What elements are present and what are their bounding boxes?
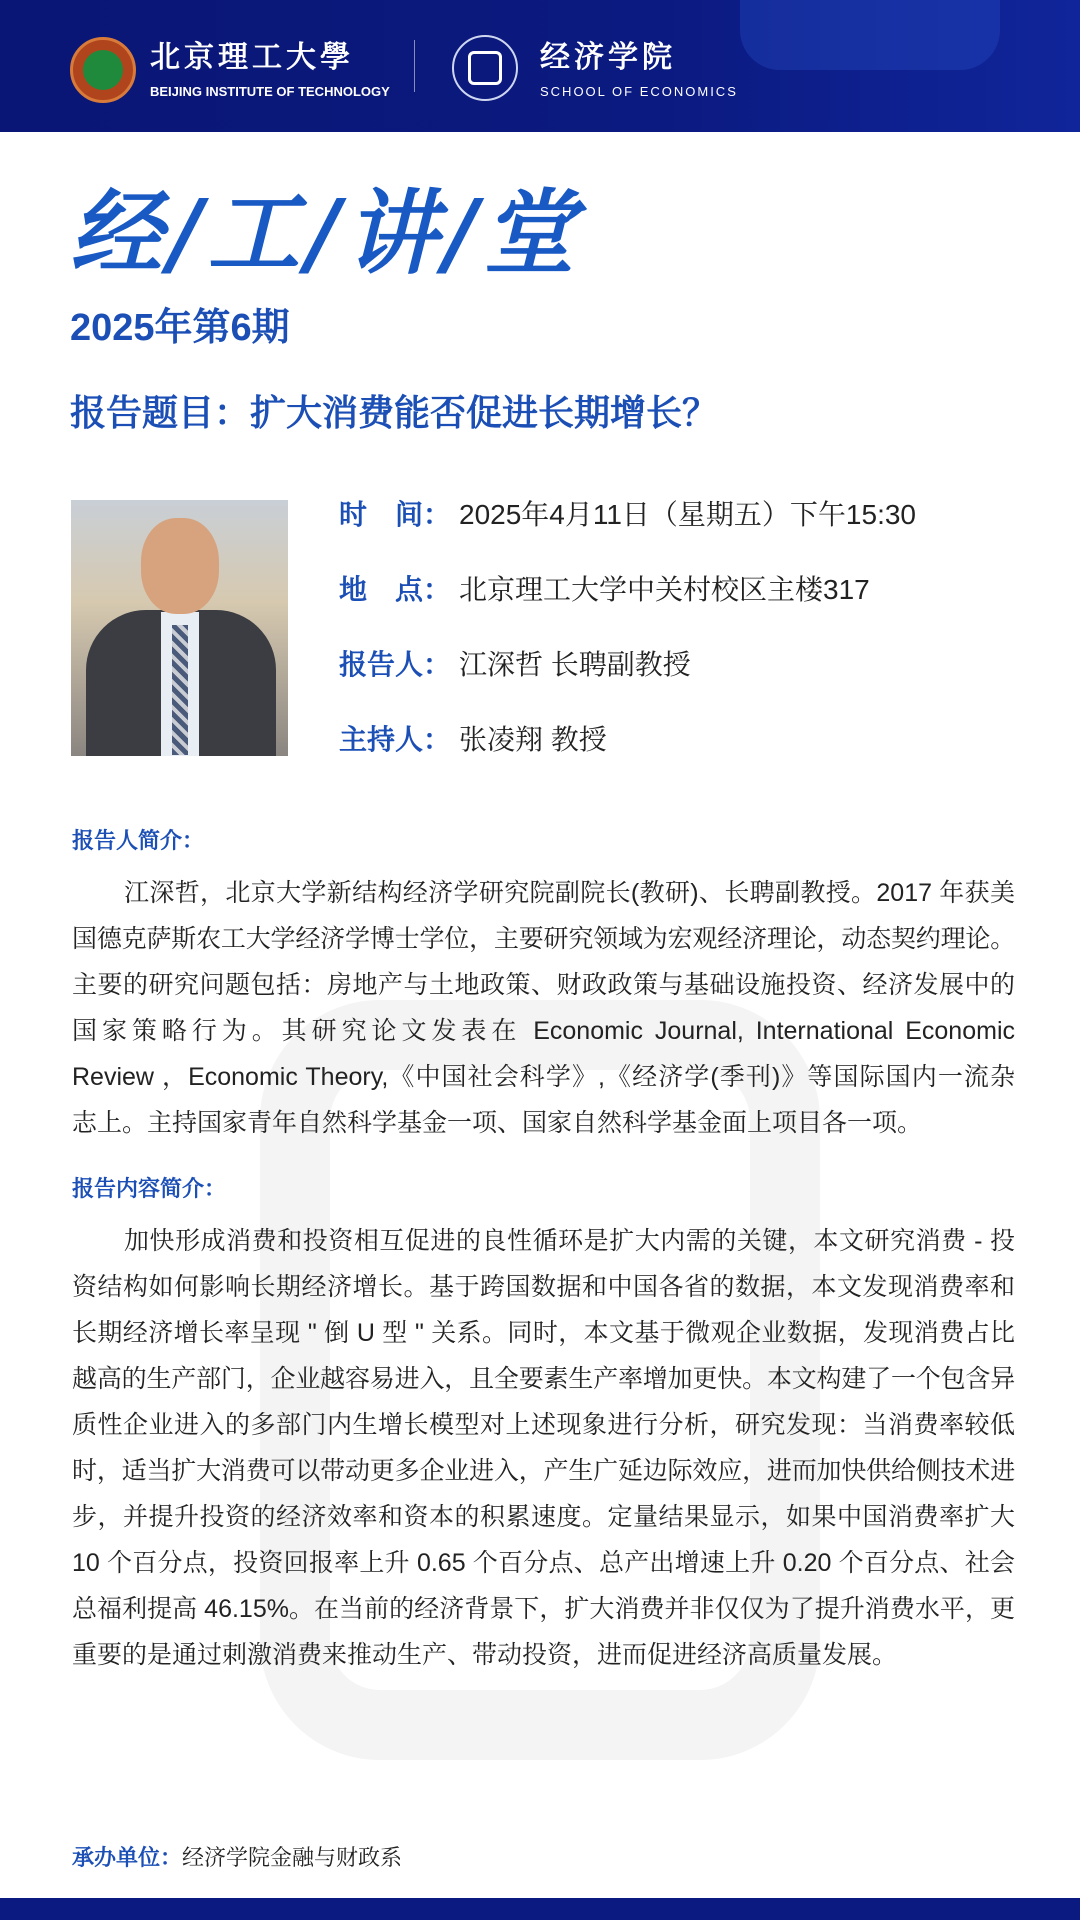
text-line: 步，并提升投资的经济效率和资本的积累速度。定量结果显示，如果中国消费率扩大 <box>72 1503 1015 1531</box>
info-location <box>339 570 870 610</box>
header-banner <box>0 0 1080 132</box>
bottom-bar <box>0 1898 1080 1920</box>
main-content <box>72 826 1015 1678</box>
text-line: 时，适当扩大消费可以带动更多企业进入，产生广延边际效应，进而加快供给侧技术进 <box>72 1457 1015 1485</box>
school-emblem-icon <box>452 35 518 101</box>
text-line: 江深哲，北京大学新结构经济学研究院副院长(教研)、长聘副教授。2017 年获美 <box>124 879 1015 907</box>
speaker-photo <box>71 500 288 756</box>
text-line: 志上。主持国家青年自然科学基金一项、国家自然科学基金面上项目各一项。 <box>72 1109 923 1137</box>
info-time <box>339 495 916 535</box>
info-label: 主持人： <box>339 724 452 755</box>
issue-number: 2025年第6期 <box>70 307 290 349</box>
text-line: 总福利提高 46.15%。在当前的经济背景下，扩大消费并非仅仅为了提升消费水平，更 <box>72 1595 1015 1623</box>
text-line: 主要的研究问题包括：房地产与土地政策、财政政策与基础设施投资、经济发展中的 <box>72 971 1015 999</box>
info-value: 江深哲 长聘副教授 <box>459 649 691 680</box>
text-line: 重要的是通过刺激消费来推动生产、带动投资，进而促进经济高质量发展。 <box>72 1641 898 1669</box>
info-speaker <box>339 645 691 685</box>
series-title: 经/工/讲/堂 <box>70 179 581 287</box>
info-value: 北京理工大学中关村校区主楼317 <box>459 574 870 605</box>
abstract-heading: 报告内容简介： <box>72 1176 227 1201</box>
info-label: 时 间： <box>339 499 452 530</box>
text-line: 国德克萨斯农工大学经济学博士学位，主要研究领域为宏观经济理论，动态契约理论。 <box>72 925 1015 953</box>
abstract-paragraph <box>72 1218 1015 1678</box>
text-line: 加快形成消费和投资相互促进的良性循环是扩大内需的关键，本文研究消费 - 投 <box>124 1227 1015 1255</box>
info-label: 地 点： <box>339 574 452 605</box>
decoration <box>740 0 1000 70</box>
info-label: 报告人： <box>339 649 452 680</box>
text-line: 长期经济增长率呈现 " 倒 U 型 " 关系。同时，本文基于微观企业数据，发现消费占比 <box>72 1319 1015 1347</box>
text-line: 质性企业进入的多部门内生增长模型对上述现象进行分析，研究发现：当消费率较低 <box>72 1411 1015 1439</box>
text-line: Review ，Economic Theory,《中国社会科学》,《经济学(季刊)》等国际国内一流杂 <box>72 1063 1015 1091</box>
bit-emblem-icon <box>70 37 136 103</box>
bit-name-cn: 北京理工大學 <box>150 40 354 75</box>
text-line: 越高的生产部门，企业越容易进入，且全要素生产率增加更快。本文构建了一个包含异 <box>72 1365 1015 1393</box>
text-line: 国家策略行为。其研究论文发表在 Economic Journal, International Economic <box>72 1017 1015 1045</box>
bit-name-en: BEIJING INSTITUTE OF TECHNOLOGY <box>150 84 390 99</box>
info-value: 2025年4月11日（星期五）下午15:30 <box>459 499 916 530</box>
school-name-cn: 经济学院 <box>540 40 676 75</box>
school-name-en: SCHOOL OF ECONOMICS <box>540 84 738 99</box>
organizer <box>72 1843 402 1873</box>
bio-heading: 报告人简介： <box>72 828 205 853</box>
text-line: 10 个百分点，投资回报率上升 0.65 个百分点、总产出增速上升 0.20 个百分点、社会 <box>72 1549 1015 1577</box>
organizer-value: 经济学院金融与财政系 <box>182 1845 403 1870</box>
info-host <box>339 720 607 760</box>
text-line: 资结构如何影响长期经济增长。基于跨国数据和中国各省的数据，本文发现消费率和 <box>72 1273 1015 1301</box>
divider <box>414 40 415 92</box>
organizer-label: 承办单位： <box>72 1845 183 1870</box>
bio-paragraph <box>72 870 1015 1146</box>
talk-topic: 报告题目：扩大消费能否促进长期增长？ <box>70 392 719 433</box>
info-value: 张凌翔 教授 <box>459 724 607 755</box>
